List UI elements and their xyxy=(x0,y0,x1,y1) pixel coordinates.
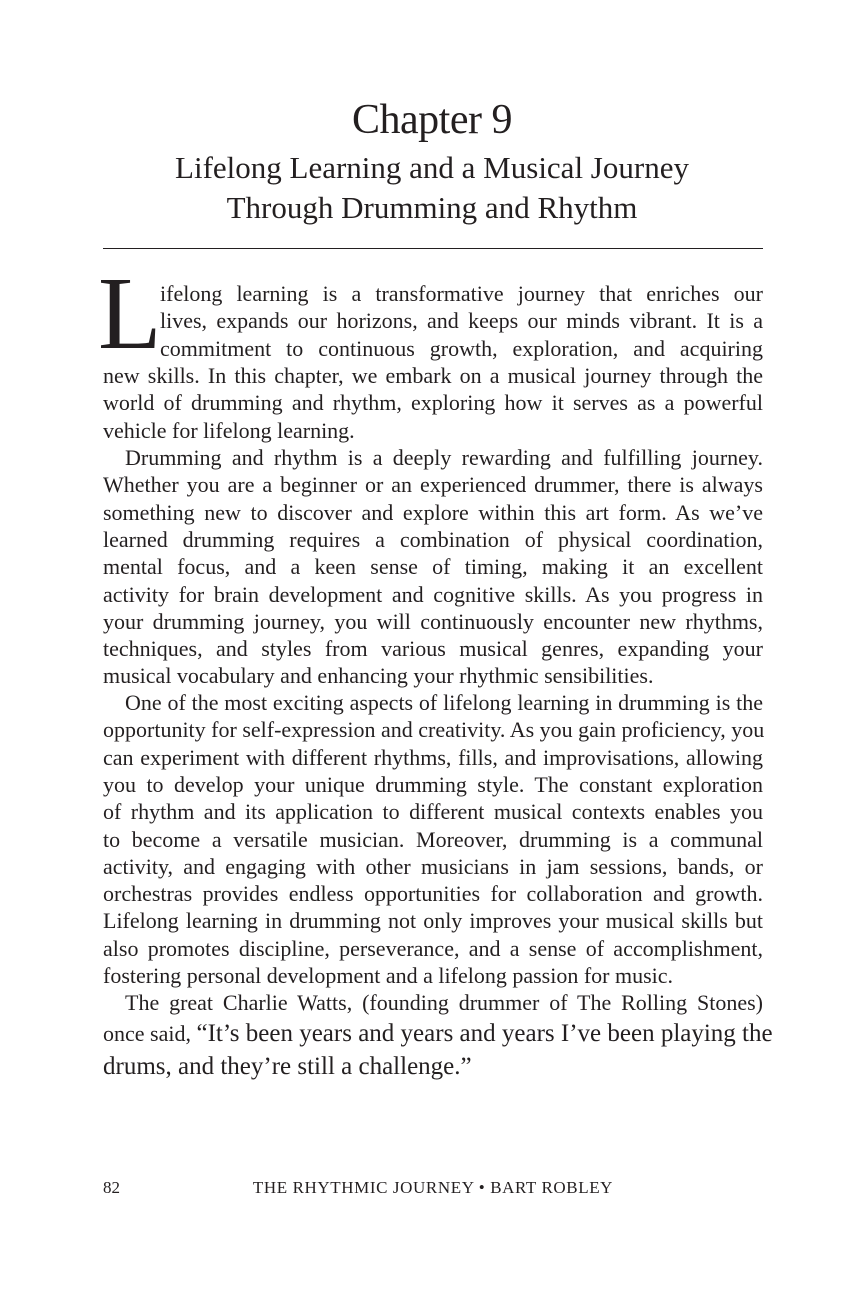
paragraph-3-line: opportunity for self-expression and creativity. As you gain proficiency, you xyxy=(103,717,765,743)
paragraph-1-line: new skills. In this chapter, we embark on a musical journey through the xyxy=(103,362,763,388)
paragraph-2-line: techniques, and styles from various musical genres, expanding your xyxy=(103,636,763,662)
paragraph-2-line: Drumming and rhythm is a deeply rewarding and fulfilling journey. xyxy=(103,445,763,470)
closing-line-2 xyxy=(103,1020,773,1047)
page-number: 82 xyxy=(103,1178,120,1197)
title-divider xyxy=(103,248,763,249)
closing-line-3: drums, and they’re still a challenge.” xyxy=(103,1053,472,1080)
chapter-number: Chapter 9 xyxy=(352,97,512,143)
paragraph-2-line: something new to discover and explore within this art form. As we’ve xyxy=(103,499,763,525)
drop-cap: L xyxy=(98,256,162,371)
paragraph-1-line: lives, expands our horizons, and keeps our minds vibrant. It is a xyxy=(160,308,763,334)
paragraph-3-line: Lifelong learning in drumming not only improves your musical skills but xyxy=(103,908,763,934)
paragraph-1-line: ifelong learning is a transformative journey that enriches our xyxy=(160,281,763,306)
quote-text: “It’s been years and years and years I’ve been playing the xyxy=(196,1020,773,1047)
paragraph-2-line: musical vocabulary and enhancing your rhythmic sensibilities. xyxy=(103,663,654,689)
paragraph-3-line: activity, and engaging with other musicians in jam sessions, bands, or xyxy=(103,853,763,879)
closing-line-1: The great Charlie Watts, (founding drummer of The Rolling Stones) xyxy=(103,990,763,1015)
paragraph-3-line: you to develop your unique drumming style. The constant exploration xyxy=(103,771,763,797)
paragraph-3-line: orchestras provides endless opportunities for collaboration and growth. xyxy=(103,881,763,907)
chapter-subtitle-line-1: Lifelong Learning and a Musical Journey xyxy=(175,150,689,185)
chapter-subtitle-line-2: Through Drumming and Rhythm xyxy=(226,190,638,225)
paragraph-2-line: mental focus, and a keen sense of timing, making it an excellent xyxy=(103,554,763,580)
paragraph-2-line: your drumming journey, you will continuously encounter new rhythms, xyxy=(103,608,763,634)
paragraph-3-line: One of the most exciting aspects of lifelong learning in drumming is the xyxy=(103,690,763,715)
paragraph-1-line: world of drumming and rhythm, exploring how it serves as a powerful xyxy=(103,390,763,416)
paragraph-1-line: vehicle for lifelong learning. xyxy=(103,417,355,443)
paragraph-1-line: commitment to continuous growth, exploration, and acquiring xyxy=(160,335,763,361)
paragraph-2-line: Whether you are a beginner or an experienced drummer, there is always xyxy=(103,472,763,498)
paragraph-2-line: learned drumming requires a combination of physical coordination, xyxy=(103,526,763,552)
paragraph-3-line: to become a versatile musician. Moreover, drumming is a communal xyxy=(103,826,763,852)
paragraph-3-line: fostering personal development and a lifelong passion for music. xyxy=(103,963,674,988)
closing-intro: once said, xyxy=(103,1021,197,1046)
paragraph-2-line: activity for brain development and cognitive skills. As you progress in xyxy=(103,581,763,607)
running-head: THE RHYTHMIC JOURNEY • BART ROBLEY xyxy=(252,1178,614,1197)
paragraph-3-line: also promotes discipline, perseverance, and a sense of accomplishment, xyxy=(103,935,763,961)
paragraph-3-line: of rhythm and its application to different musical contexts enables you xyxy=(103,799,763,825)
paragraph-3-line: can experiment with different rhythms, fills, and improvisations, allowing xyxy=(103,744,763,770)
